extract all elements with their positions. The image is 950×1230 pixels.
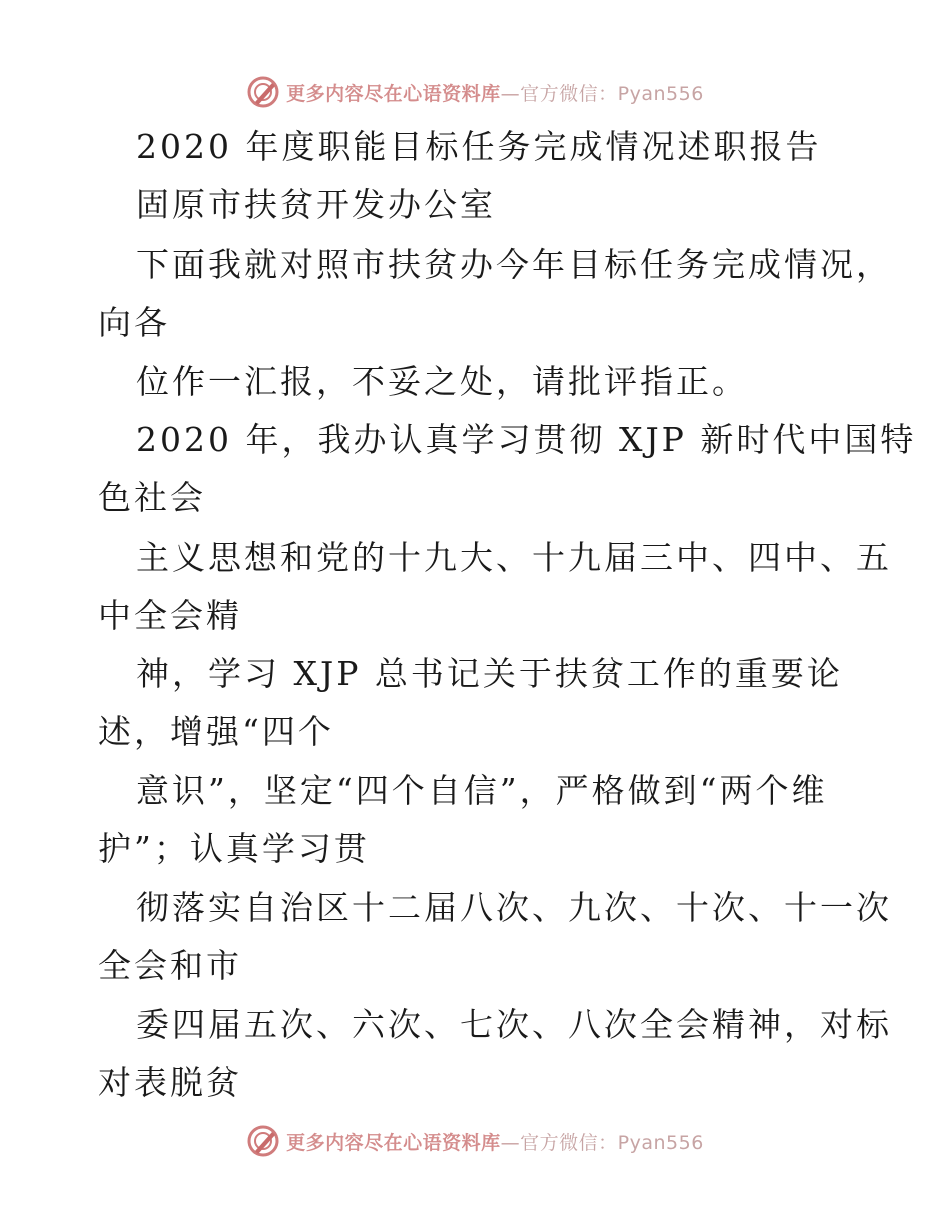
body-line: 向各 xyxy=(98,303,170,342)
body-line: 委四届五次、六次、七次、八次全会精神，对标 xyxy=(136,1005,892,1044)
watermark-footer xyxy=(0,1121,950,1161)
organization-name: 固原市扶贫开发办公室 xyxy=(136,185,496,224)
body-line: 全会和市 xyxy=(98,946,242,985)
watermark-contact: 官方微信：Pyan556 xyxy=(520,1131,704,1154)
pen-logo-icon xyxy=(246,75,280,109)
watermark-brand: 更多内容尽在心语资料库 xyxy=(286,82,501,105)
body-line: 述，增强“四个 xyxy=(98,712,334,751)
body-line: 中全会精 xyxy=(98,596,242,635)
body-line: 意识”，坚定“四个自信”，严格做到“两个维 xyxy=(136,771,828,810)
watermark-separator: — xyxy=(500,82,521,105)
report-title: 2020 年度职能目标任务完成情况述职报告 xyxy=(136,127,822,166)
body-line: 彻落实自治区十二届八次、九次、十次、十一次 xyxy=(136,888,892,927)
watermark-contact: 官方微信：Pyan556 xyxy=(520,82,704,105)
watermark-text xyxy=(286,79,704,106)
pen-logo-icon xyxy=(246,1124,280,1158)
watermark-separator: — xyxy=(500,1131,521,1154)
body-line: 色社会 xyxy=(98,478,206,517)
body-line: 神，学习 XJP 总书记关于扶贫工作的重要论 xyxy=(136,654,843,693)
body-line: 主义思想和党的十九大、十九届三中、四中、五 xyxy=(136,538,892,577)
body-line: 对表脱贫 xyxy=(98,1063,242,1102)
watermark-header xyxy=(0,72,950,112)
body-line: 下面我就对照市扶贫办今年目标任务完成情况， xyxy=(136,245,892,284)
body-line: 2020 年，我办认真学习贯彻 XJP 新时代中国特 xyxy=(136,420,917,459)
body-line: 护”；认真学习贯 xyxy=(98,829,370,868)
watermark-brand: 更多内容尽在心语资料库 xyxy=(286,1131,501,1154)
watermark-text xyxy=(286,1128,704,1155)
body-line: 位作一汇报，不妥之处，请批评指正。 xyxy=(136,362,748,401)
